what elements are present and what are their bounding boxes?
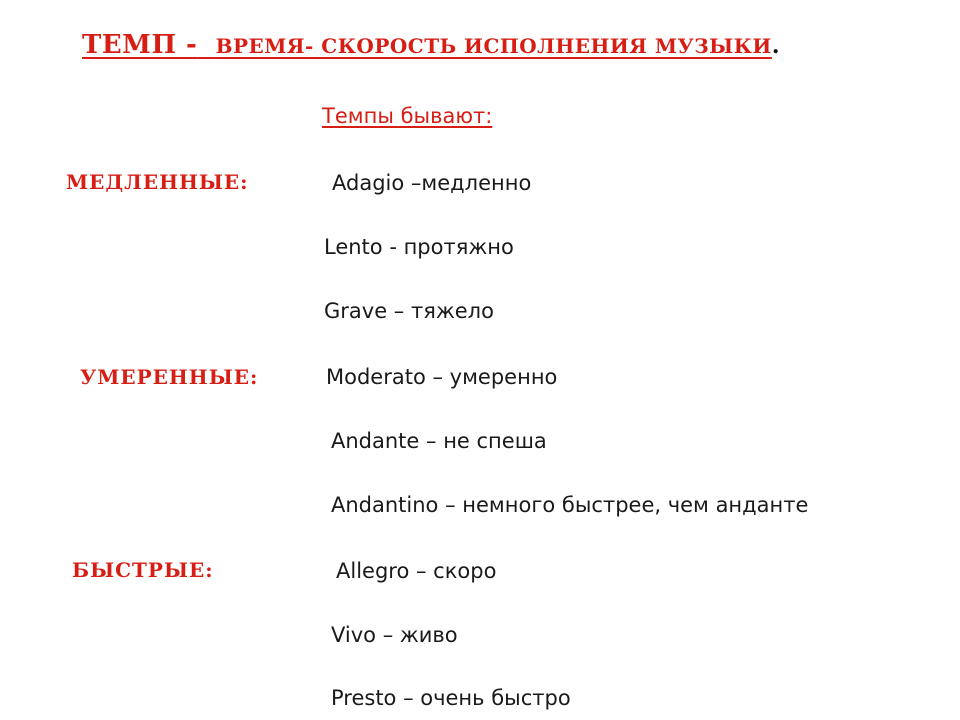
tempo-lento: Lento - протяжно (324, 235, 514, 259)
tempo-presto: Presto – очень быстро (331, 686, 571, 710)
tempo-moderato: Moderato – умеренно (326, 365, 558, 389)
tempo-andante: Andante – не спеша (331, 429, 547, 453)
title-period: . (771, 33, 780, 59)
category-slow: МЕДЛЕННЫЕ: (66, 170, 249, 194)
title-term: ТЕМП - (82, 30, 198, 60)
tempo-andantino: Andantino – немного быстрее, чем анданте (331, 493, 809, 517)
tempo-vivo: Vivo – живо (331, 623, 458, 647)
tempo-allegro: Allegro – скоро (336, 559, 497, 583)
tempo-grave: Grave – тяжело (324, 299, 494, 323)
title-definition: ВРЕМЯ- СКОРОСТЬ ИСПОЛНЕНИЯ МУЗЫКИ (215, 34, 772, 58)
slide-title (82, 30, 780, 60)
subtitle: Темпы бывают: (322, 104, 493, 128)
category-moderate: УМЕРЕННЫЕ: (80, 365, 259, 389)
category-fast: БЫСТРЫЕ: (72, 558, 214, 582)
tempo-adagio: Adagio –медленно (332, 171, 532, 195)
